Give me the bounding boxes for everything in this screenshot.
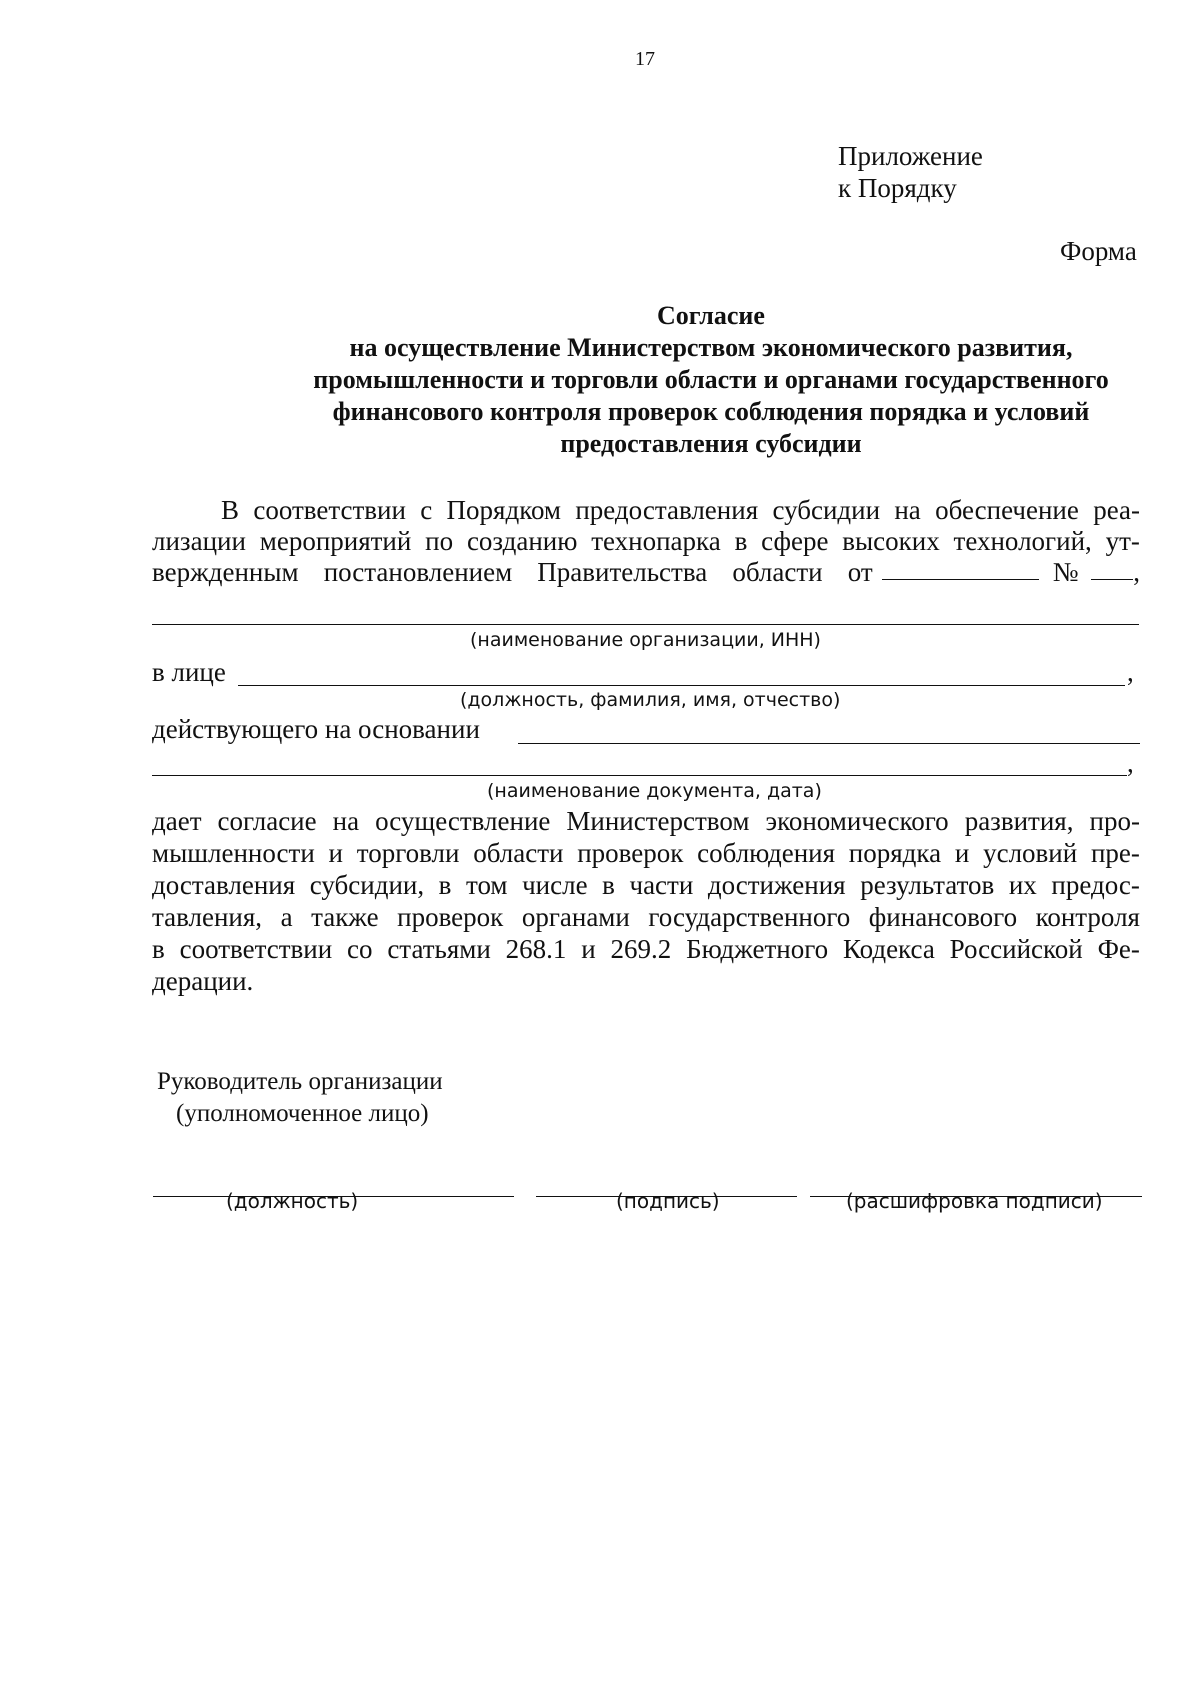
title-line-4: финансового контроля проверок соблюдения порядка и условий <box>332 397 1090 426</box>
word: а <box>280 902 293 932</box>
acting-basis-blank[interactable] <box>518 743 1140 744</box>
word: созданию <box>466 526 578 556</box>
appendix-line-1: Приложение <box>838 141 983 171</box>
word: области <box>473 838 564 868</box>
word: субсидии <box>772 495 881 525</box>
word: осуществление <box>375 806 551 836</box>
page-number: 17 <box>635 48 655 70</box>
word: в <box>152 934 165 964</box>
word: тавления, <box>152 902 263 932</box>
intro-paragraph <box>152 495 1140 588</box>
basis-document-blank[interactable] <box>152 775 1127 776</box>
word: проверок <box>397 902 504 932</box>
consent-paragraph <box>152 805 1140 997</box>
word: в <box>734 526 748 556</box>
word: обеспечение <box>935 495 1079 525</box>
word: том <box>466 870 508 900</box>
acting-basis-label: действующего на основании <box>152 714 480 744</box>
word: развития, <box>964 806 1074 836</box>
signature-decoding-caption: (расшифровка подписи) <box>846 1189 1103 1213</box>
title-line-5: предоставления субсидии <box>560 429 862 458</box>
in-person-blank[interactable] <box>238 685 1125 686</box>
appendix-line-2: к Порядку <box>838 173 957 203</box>
word: органами <box>521 902 630 932</box>
word: вержденным <box>152 557 299 587</box>
intro-line-1 <box>152 495 1140 526</box>
word: проверок <box>577 838 684 868</box>
word: соответствии <box>179 934 333 964</box>
word: предос- <box>1051 870 1140 900</box>
word: статьями <box>387 934 491 964</box>
body-line-4 <box>152 901 1140 933</box>
intro-line-2 <box>152 526 1140 557</box>
word: и <box>328 838 343 868</box>
word: Правительства <box>537 557 708 587</box>
word: на <box>894 495 921 525</box>
word: по <box>425 526 454 556</box>
position-name-caption: (должность, фамилия, имя, отчество) <box>460 689 841 711</box>
word: и <box>581 934 596 964</box>
body-line-1 <box>152 805 1140 837</box>
word: ут- <box>1105 526 1140 556</box>
word: мышленности <box>152 838 315 868</box>
signature-caption: (подпись) <box>616 1189 720 1213</box>
word: результатов <box>860 870 995 900</box>
word: и <box>954 838 970 868</box>
body-line-3 <box>152 869 1140 901</box>
word: доставления <box>152 870 296 900</box>
word: Министерством <box>566 806 750 836</box>
number-sign: № <box>1052 557 1079 587</box>
word: предоставления <box>575 495 759 525</box>
word: постановлением <box>323 557 513 587</box>
document-caption: (наименование документа, дата) <box>487 780 822 802</box>
appendix-note <box>838 140 983 204</box>
word: сфере <box>761 526 829 556</box>
word: их <box>1008 870 1037 900</box>
title-line-2: на осуществление Министерством экономического развития, <box>349 333 1073 362</box>
word: Фе- <box>1097 934 1140 964</box>
word: Бюджетного <box>686 934 829 964</box>
form-label: Форма <box>1060 236 1137 266</box>
word: торговли <box>356 838 460 868</box>
word: государственного <box>648 902 851 932</box>
word: В <box>221 495 240 525</box>
word: от <box>847 557 873 587</box>
word: субсидии, <box>309 870 425 900</box>
word: части <box>629 870 694 900</box>
body-line-5 <box>152 933 1140 965</box>
word: мероприятий <box>259 526 412 556</box>
in-person-comma: , <box>1127 657 1134 687</box>
word: про- <box>1089 806 1140 836</box>
word: с <box>420 495 433 525</box>
word: Российской <box>949 934 1083 964</box>
word: области <box>732 557 823 587</box>
basis-document-comma: , <box>1127 748 1134 778</box>
word: условий <box>983 838 1078 868</box>
word: высоких <box>842 526 940 556</box>
document-title <box>140 300 1200 460</box>
organization-name-blank[interactable] <box>152 624 1139 625</box>
organization-caption: (наименование организации, ИНН) <box>470 629 821 651</box>
word: порядка <box>848 838 942 868</box>
word: реа- <box>1093 495 1140 525</box>
word: соблюдения <box>697 838 836 868</box>
signatory-line-1: Руководитель организации <box>157 1068 443 1095</box>
word: Кодекса <box>842 934 935 964</box>
in-person-label: в лице <box>152 657 226 687</box>
word: со <box>347 934 373 964</box>
word: 269.2 <box>610 934 672 964</box>
word: на <box>332 806 360 836</box>
word: в <box>602 870 615 900</box>
intro-line-3 <box>152 557 1140 588</box>
word: финансового <box>868 902 1018 932</box>
intro-line-3-text <box>152 557 873 588</box>
resolution-number-blank[interactable] <box>1091 557 1134 580</box>
word: лизации <box>152 526 246 556</box>
word: в <box>438 870 452 900</box>
word: пре- <box>1090 838 1140 868</box>
intro-line-3-comma: , <box>1133 557 1141 587</box>
body-line-2 <box>152 837 1140 869</box>
word: контроля <box>1035 902 1140 932</box>
word: технологий, <box>953 526 1092 556</box>
signatory-heading <box>157 1066 443 1130</box>
word: 268.1 <box>505 934 567 964</box>
signatory-line-2: (уполномоченное лицо) <box>176 1100 429 1127</box>
word: достижения <box>707 870 846 900</box>
title-line-3: промышленности и торговли области и органами государственного <box>313 365 1109 394</box>
signatory-position-caption: (должность) <box>226 1189 359 1213</box>
word: дает <box>152 806 202 836</box>
word: числе <box>522 870 588 900</box>
word: экономического <box>765 806 949 836</box>
word: также <box>311 902 379 932</box>
body-line-6: дерации. <box>152 966 254 996</box>
word: соответствии <box>253 495 406 525</box>
title-line-1: Согласие <box>657 301 765 330</box>
word: технопарка <box>591 526 721 556</box>
word: Порядком <box>446 495 562 525</box>
resolution-date-blank[interactable] <box>882 557 1039 580</box>
word: согласие <box>217 806 317 836</box>
